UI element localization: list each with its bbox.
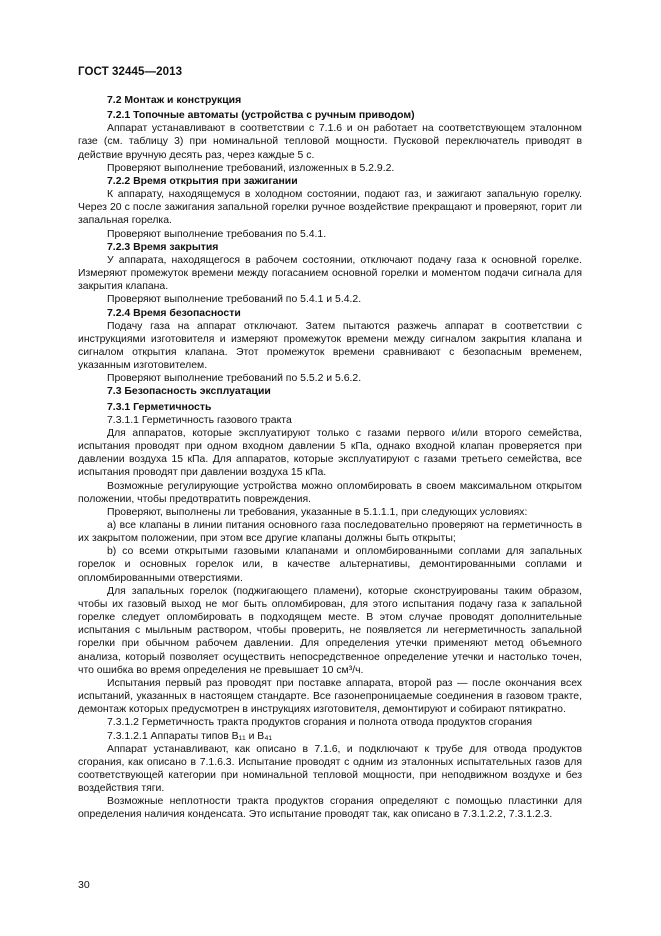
paragraph: 7.3.1.2.1 Аппараты типов B₁₁ и B₄₁ xyxy=(107,730,273,742)
page-header-standard-id: ГОСТ 32445—2013 xyxy=(78,66,183,78)
paragraph: Для аппаратов, которые эксплуатируют только с газами первого и/или второго семейства, испытания проводят при одном входном давлении 5 кПа, однако входной клапан проверяется при давлении воздуха 15 кПа. Для аппаратов, которые эксплуатируют с газами третьего семейства, все испытания проводят при давлении воздуха 15 кПа. xyxy=(78,427,582,479)
page-number: 30 xyxy=(78,879,90,891)
paragraph: Проверяют выполнение требований по 5.4.1 и 5.4.2. xyxy=(107,294,362,306)
paragraph: Проверяют выполнение требования по 5.4.1. xyxy=(107,228,327,240)
paragraph: 7.3.1.2 Герметичность тракта продуктов сгорания и полнота отвода продуктов сгорания xyxy=(107,717,533,729)
document-body xyxy=(78,94,582,822)
section-heading: 7.3.1 Герметичность xyxy=(107,401,212,413)
paragraph: Проверяют, выполнены ли требования, указанные в 5.1.1.1, при следующих условиях: xyxy=(107,506,528,518)
section-heading: 7.2.2 Время открытия при зажигании xyxy=(107,175,298,187)
section-heading: 7.2.3 Время закрытия xyxy=(107,241,219,253)
paragraph: b) со всеми открытыми газовыми клапанами и опломбированными соплами для запальных горелок и основных горелок или, в качестве альтернативы, демонтированными соплами и опломбированными отверстиями. xyxy=(78,546,582,584)
section-heading: 7.2.4 Время безопасности xyxy=(107,307,241,319)
section-heading: 7.2 Монтаж и конструкция xyxy=(107,95,242,106)
paragraph: Аппарат устанавливают, как описано в 7.1.6, и подключают к трубе для отвода продуктов сгорания, как описано в 7.1.6.3. Испытание проводят с одним из эталонных испытательных газов для соответствующей категории при номинальной тепловой мощности, при неподвижном воздухе и без воздействия тяги. xyxy=(78,743,582,795)
paragraph: Для запальных горелок (поджигающего пламени), которые сконструированы таким образом, чтобы их газовый выход не мог быть опломбирован, для этого испытания подачу газа к запальной горелке следует опломбировать в подходящем месте. В этом случае проводят дополнительные испытания с мыльным раствором, чтобы проверить, не появляется ли негерметичность запальной горелки при обычном рабочем давлении. Для определения утечки применяют метод объемного анализа, который позволяет осуществить непосредственное определение утечки и настолько точен, что ошибка во время определения не превышает 10 см³/ч. xyxy=(78,585,582,676)
paragraph: Подачу газа на аппарат отключают. Затем пытаются разжечь аппарат в соответствии с инструкциями изготовителя и измеряют промежуток времени между сигналом закрытия клапана и сигналом открытия клапана. Этот промежуток времени сравнивают с безопасным временем, указанным изготовителем. xyxy=(78,320,582,372)
paragraph: Проверяют выполнение требований по 5.5.2 и 5.6.2. xyxy=(107,373,362,385)
paragraph: Проверяют выполнение требований, изложенных в 5.2.9.2. xyxy=(107,162,395,174)
paragraph: Испытания первый раз проводят при поставке аппарата, второй раз — после окончания всех испытаний, указанных в настоящем стандарте. Все газонепроницаемые соединения в газовом тракте, демонтаж которых предусмотрен в инструкциях изготовителя, демонтируют и собирают пятикратно. xyxy=(78,677,582,716)
paragraph: Аппарат устанавливают в соответствии с 7.1.6 и он работает на соответствующем эталонном газе (см. таблицу 3) при номинальной тепловой мощности. Пусковой переключатель приводят в действие вручную десять раз, через каждые 5 с. xyxy=(78,123,582,161)
paragraph: а) все клапаны в линии питания основного газа последовательно проверяют на герметичность в их закрытом положении, при этом все другие клапаны должны быть открыты; xyxy=(78,520,582,545)
paragraph: Возможные регулирующие устройства можно опломбировать в своем максимальном открытом положении, чтобы предотвратить повреждения. xyxy=(78,480,582,505)
paragraph: Возможные неплотности тракта продуктов сгорания определяют с помощью пластинки для определения наличия конденсата. Это испытание проводят так, как описано в 7.3.1.2.2, 7.3.1.2.3. xyxy=(78,796,582,821)
paragraph: У аппарата, находящегося в рабочем состоянии, отключают подачу газа к основной горелке. Измеряют промежуток времени между погасанием основной горелки и моментом подачи сигнала для закрытия клапана. xyxy=(78,254,582,293)
paragraph: К аппарату, находящемуся в холодном состоянии, подают газ, и зажигают запальную горелку. Через 20 с после зажигания запальной горелки ручное воздействие прекращают и проверяют, горит ли запальная горелка. xyxy=(78,189,582,227)
section-heading: 7.2.1 Топочные автоматы (устройства с ручным приводом) xyxy=(107,110,415,122)
paragraph: 7.3.1.1 Герметичность газового тракта xyxy=(107,414,292,426)
section-heading: 7.3 Безопасность эксплуатации xyxy=(107,386,271,398)
